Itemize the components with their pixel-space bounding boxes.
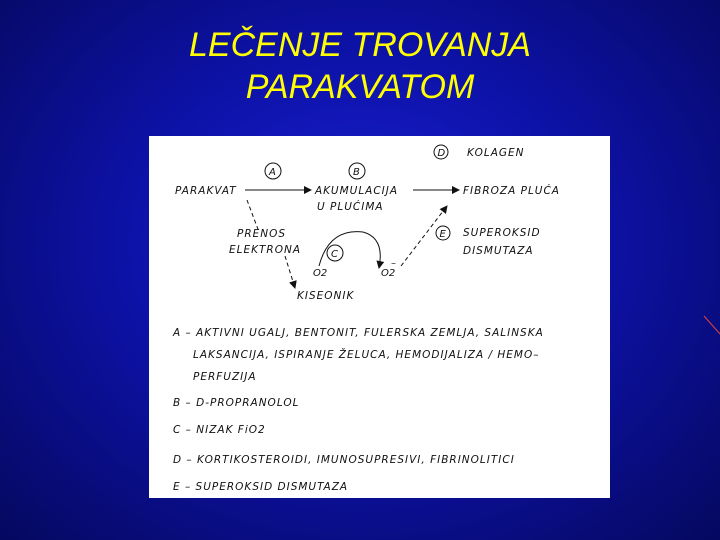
cycle-right-arc (363, 232, 380, 268)
marker-e (436, 226, 450, 240)
legend-c: C – NIZAK FiO2 (173, 424, 266, 436)
marker-d (434, 145, 448, 159)
o2-label: O2 (313, 268, 328, 279)
superoxide-label-2: DISMUTAZA (463, 245, 534, 257)
svg-text:E: E (439, 229, 446, 240)
accumulation-label-1: AKUMULACIJA (315, 185, 399, 197)
electron-transfer-label-2: ELEKTRONA (229, 244, 302, 256)
marker-a (265, 163, 281, 179)
cycle-left-arc (319, 232, 363, 266)
legend-e: E – SUPEROKSID DISMUTAZA (173, 481, 349, 493)
diagram-panel (149, 136, 610, 498)
o2-radical-dot: – (391, 258, 396, 269)
legend-b: B – D-PROPRANOLOL (173, 397, 300, 409)
legend-a-line-1: A – AKTIVNI UGALJ, BENTONIT, FULERSKA ZEMLJA, SALINSKA (173, 327, 544, 339)
marker-c (327, 245, 343, 261)
oxygen-label: KISEONIK (297, 290, 355, 302)
collagen-label: KOLAGEN (467, 147, 525, 159)
legend-d: D – KORTIKOSTEROIDI, IMUNOSUPRESIVI, FIBRINOLITICI (173, 454, 515, 466)
svg-text:A: A (269, 167, 276, 178)
svg-text:B: B (353, 167, 360, 178)
paraquat-label: PARAKVAT (175, 185, 237, 197)
marker-b (349, 163, 365, 179)
title-line-1: LEČENJE TROVANJA (189, 26, 531, 64)
accumulation-label-2: U PLUĆIMA (317, 201, 384, 213)
title-line-2: PARAKVATOM (245, 68, 475, 106)
o2-radical-label: O2 (381, 268, 396, 279)
electron-transfer-label-1: PRENOS (237, 228, 287, 240)
fibrosis-label: FIBROZA PLUĆA (463, 185, 560, 197)
superoxide-label-1: SUPEROKSID (463, 227, 541, 239)
legend-a-line-3: PERFUZIJA (193, 371, 257, 383)
svg-text:D: D (437, 148, 446, 159)
legend-a-line-2: LAKSANCIJA, ISPIRANJE ŽELUCA, HEMODIJALIZA / HEMO– (193, 349, 540, 361)
svg-text:C: C (331, 249, 338, 260)
